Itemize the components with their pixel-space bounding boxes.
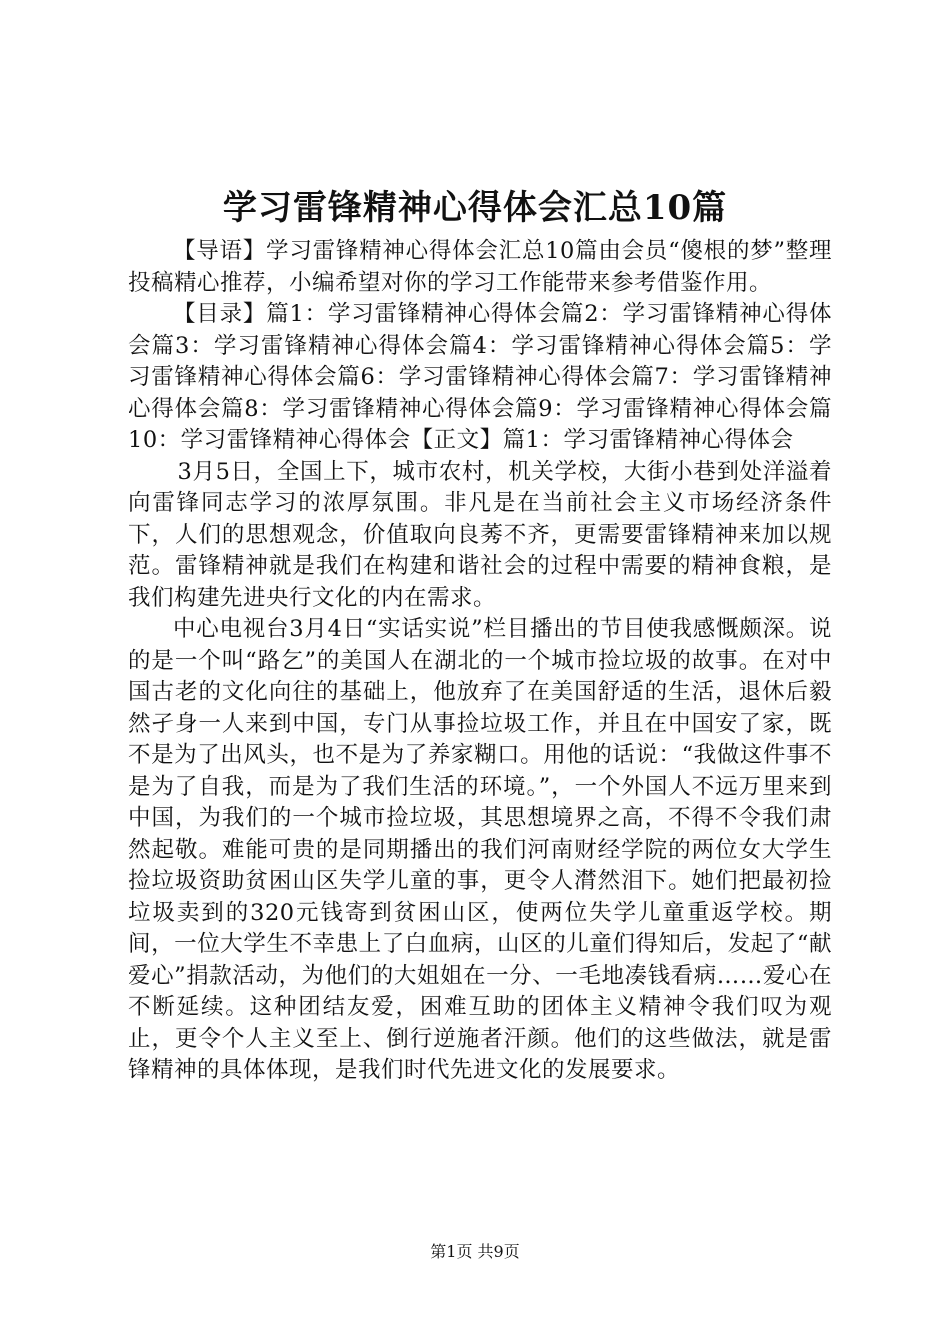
body-paragraph: 中心电视台3月4日“实话实说”栏目播出的节目使我感慨颇深。说的是一个叫“路乞”的美国人在湖北的一个城市捡垃圾的故事。在对中国古老的文化向往的基础上，他放弃了在美国舒适的生活，退休后毅然孑身一人来到中国，专门从事捡垃圾工作，并且在中国安了家，既不是为了出风头，也不是为了养家糊口。用他的话说：“我做这件事不是为了自我，而是为了我们生活的环境。”，一个外国人不远万里来到中国，为我们的一个城市捡垃圾，其思想境界之高，不得不令我们肃然起敬。难能可贵的是同期播出的我们河南财经学院的两位女大学生捡垃圾资助贫困山区失学儿童的事，更令人潸然泪下。她们把最初捡垃圾卖到的320元钱寄到贫困山区，使两位失学儿童重返学校。期间，一位大学生不幸患上了白血病，山区的儿童们得知后，发起了“献爱心”捐款活动，为他们的大姐姐在一分、一毛地凑钱看病……爱心在不断延续。这种团结友爱，困难互助的团体主义精神令我们叹为观止，更令个人主义至上、倒行逆施者汗颜。他们的这些做法，就是雷锋精神的具体体现，是我们时代先进文化的发展要求。 <box>128 616 832 1083</box>
page-footer: 第1页 共9页 <box>430 1242 520 1261</box>
document-body <box>128 236 832 1087</box>
intro-paragraph: 【导语】学习雷锋精神心得体会汇总10篇由会员“傻根的梦”整理投稿精心推荐，小编希望对你的学习工作能带来参考借鉴作用。 <box>128 238 832 296</box>
table-of-contents-paragraph: 【目录】篇1：学习雷锋精神心得体会篇2：学习雷锋精神心得体会篇3：学习雷锋精神心得体会篇4：学习雷锋精神心得体会篇5：学习雷锋精神心得体会篇6：学习雷锋精神心得体会篇7：学习雷锋精神心得体会篇8：学习雷锋精神心得体会篇9：学习雷锋精神心得体会篇10：学习雷锋精神心得体会【正文】篇1：学习雷锋精神心得体会 <box>128 301 832 453</box>
document-title: 学习雷锋精神心得体会汇总10篇 <box>222 188 728 228</box>
body-paragraph: 3月5日，全国上下，城市农村，机关学校，大街小巷到处洋溢着向雷锋同志学习的浓厚氛围。非凡是在当前社会主义市场经济条件下，人们的思想观念，价值取向良莠不齐，更需要雷锋精神来加以规范。雷锋精神就是我们在构建和谐社会的过程中需要的精神食粮，是我们构建先进央行文化的内在需求。 <box>128 458 832 611</box>
